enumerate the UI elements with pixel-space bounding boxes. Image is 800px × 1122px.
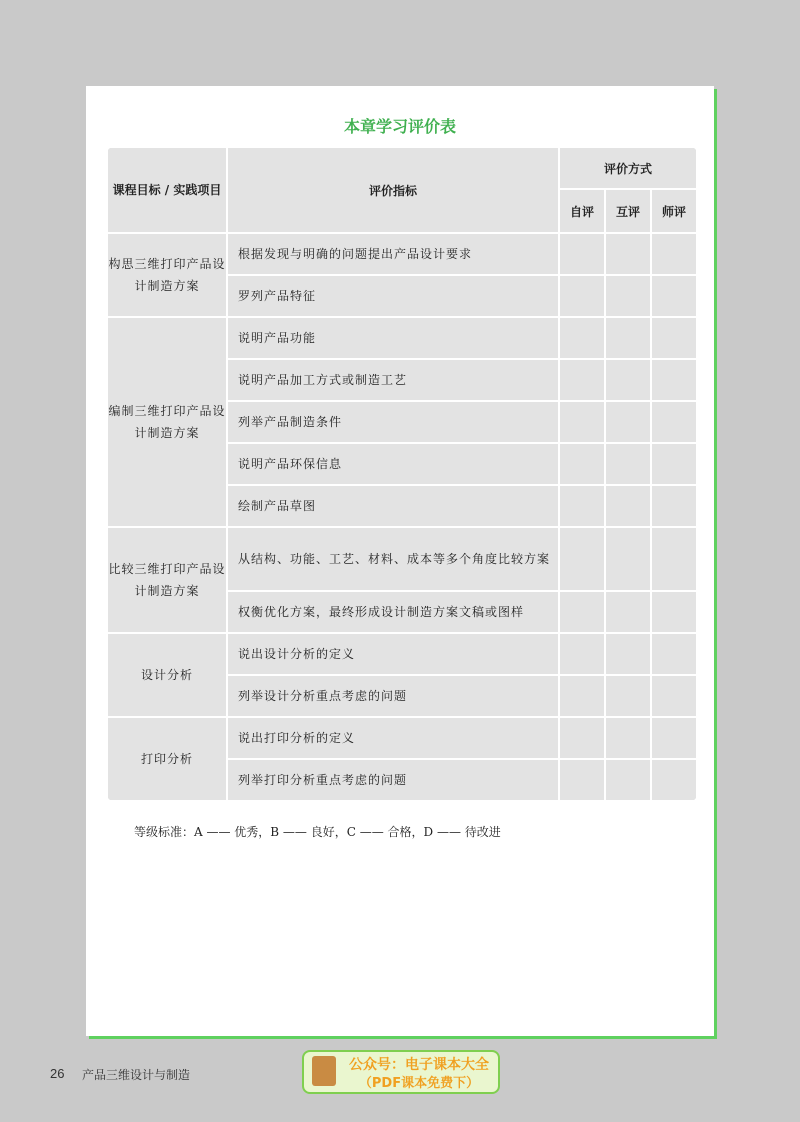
peer-score-cell[interactable]: [606, 760, 650, 800]
goal-cell: 编制三维打印产品设计制造方案: [108, 318, 226, 526]
teacher-score-cell[interactable]: [652, 592, 696, 632]
indicator-cell: 列举打印分析重点考虑的问题: [228, 760, 558, 800]
peer-score-cell[interactable]: [606, 718, 650, 758]
teacher-score-cell[interactable]: [652, 318, 696, 358]
teacher-score-cell[interactable]: [652, 760, 696, 800]
indicator-cell: 从结构、功能、工艺、材料、成本等多个角度比较方案: [228, 528, 558, 590]
self-score-cell[interactable]: [560, 634, 604, 674]
teacher-score-cell[interactable]: [652, 528, 696, 590]
peer-score-cell[interactable]: [606, 634, 650, 674]
evaluation-table: [106, 146, 698, 802]
self-score-cell[interactable]: [560, 318, 604, 358]
indicator-cell: 说明产品功能: [228, 318, 558, 358]
peer-score-cell[interactable]: [606, 444, 650, 484]
goal-cell: 设计分析: [108, 634, 226, 716]
goal-cell: 比较三维打印产品设计制造方案: [108, 528, 226, 632]
teacher-score-cell[interactable]: [652, 718, 696, 758]
table-row: [108, 634, 696, 674]
indicator-cell: 根据发现与明确的问题提出产品设计要求: [228, 234, 558, 274]
table-row: [108, 318, 696, 358]
self-score-cell[interactable]: [560, 528, 604, 590]
self-score-cell[interactable]: [560, 592, 604, 632]
table-row: [108, 234, 696, 274]
self-score-cell[interactable]: [560, 760, 604, 800]
header-indicator: 评价指标: [228, 148, 558, 232]
watermark-line2: （PDF课本免费下）: [358, 1076, 480, 1091]
grading-legend: 等级标准：A —— 优秀，B —— 良好，C —— 合格，D —— 待改进: [134, 825, 501, 839]
teacher-score-cell[interactable]: [652, 360, 696, 400]
teacher-score-cell[interactable]: [652, 676, 696, 716]
indicator-cell: 说出打印分析的定义: [228, 718, 558, 758]
teacher-score-cell[interactable]: [652, 234, 696, 274]
page-title: 本章学习评价表: [343, 117, 456, 136]
page-number: 26: [50, 1066, 65, 1081]
self-score-cell[interactable]: [560, 276, 604, 316]
self-score-cell[interactable]: [560, 718, 604, 758]
page-sheet: [86, 86, 714, 1036]
self-score-cell[interactable]: [560, 234, 604, 274]
self-score-cell[interactable]: [560, 402, 604, 442]
peer-score-cell[interactable]: [606, 486, 650, 526]
indicator-cell: 权衡优化方案，最终形成设计制造方案文稿或图样: [228, 592, 558, 632]
header-teacher: 师评: [652, 190, 696, 232]
indicator-cell: 列举产品制造条件: [228, 402, 558, 442]
self-score-cell[interactable]: [560, 360, 604, 400]
peer-score-cell[interactable]: [606, 528, 650, 590]
indicator-cell: 列举设计分析重点考虑的问题: [228, 676, 558, 716]
header-self: 自评: [560, 190, 604, 232]
self-score-cell[interactable]: [560, 676, 604, 716]
indicator-cell: 说明产品环保信息: [228, 444, 558, 484]
self-score-cell[interactable]: [560, 444, 604, 484]
teacher-score-cell[interactable]: [652, 402, 696, 442]
teacher-score-cell[interactable]: [652, 486, 696, 526]
watermark-badge: [302, 1050, 500, 1094]
header-peer: 互评: [606, 190, 650, 232]
self-score-cell[interactable]: [560, 486, 604, 526]
table-row: [108, 528, 696, 590]
table-row: [108, 718, 696, 758]
goal-cell: 构思三维打印产品设计制造方案: [108, 234, 226, 316]
book-title: 产品三维设计与制造: [82, 1068, 191, 1082]
indicator-cell: 说明产品加工方式或制造工艺: [228, 360, 558, 400]
peer-score-cell[interactable]: [606, 360, 650, 400]
teacher-score-cell[interactable]: [652, 276, 696, 316]
indicator-cell: 说出设计分析的定义: [228, 634, 558, 674]
goal-cell: 打印分析: [108, 718, 226, 800]
peer-score-cell[interactable]: [606, 676, 650, 716]
peer-score-cell[interactable]: [606, 592, 650, 632]
peer-score-cell[interactable]: [606, 276, 650, 316]
watermark-line1: 公众号：电子课本大全: [349, 1057, 489, 1073]
indicator-cell: 罗列产品特征: [228, 276, 558, 316]
indicator-cell: 绘制产品草图: [228, 486, 558, 526]
header-goal: 课程目标 / 实践项目: [108, 148, 226, 232]
peer-score-cell[interactable]: [606, 318, 650, 358]
header-method: 评价方式: [560, 148, 696, 188]
teacher-score-cell[interactable]: [652, 444, 696, 484]
teacher-score-cell[interactable]: [652, 634, 696, 674]
peer-score-cell[interactable]: [606, 402, 650, 442]
book-icon: [312, 1056, 336, 1086]
peer-score-cell[interactable]: [606, 234, 650, 274]
